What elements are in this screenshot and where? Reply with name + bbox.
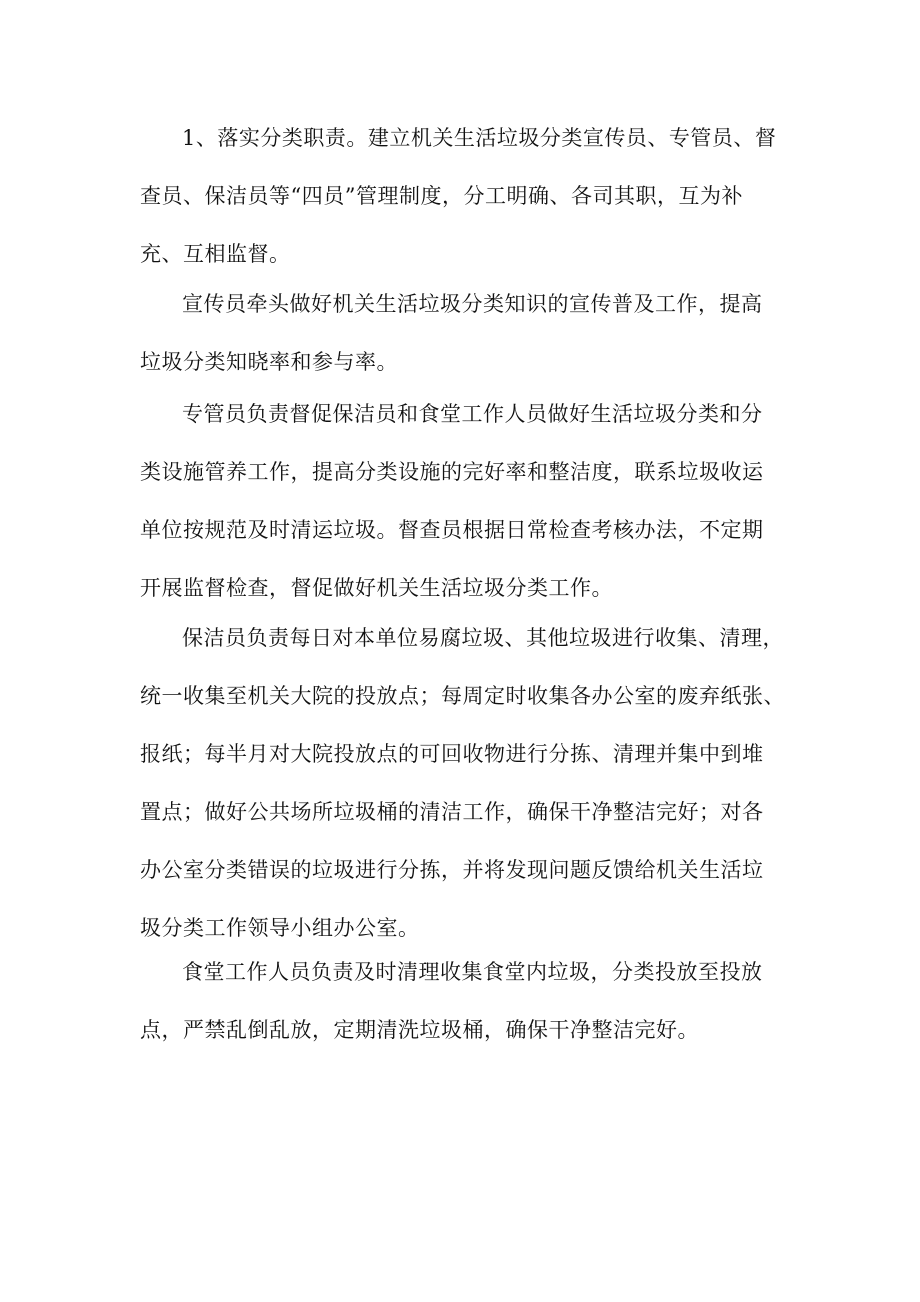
text-line: 宣传员牵头做好机关生活垃圾分类知识的宣传普及工作，提高 [182, 292, 763, 316]
text-line: 垃圾分类知晓率和参与率。 [140, 350, 398, 374]
text-line: 统一收集至机关大院的投放点；每周定时收集各办公室的废弃纸张、 [140, 684, 785, 708]
paragraph-canteen [140, 958, 800, 1045]
text-line: 开展监督检查，督促做好机关生活垃圾分类工作。 [140, 576, 613, 600]
paragraph-manager-inspector [140, 400, 800, 603]
text-line: 1、落实分类职责。建立机关生活垃圾分类宣传员、专管员、督 [182, 126, 777, 150]
text-line: 专管员负责督促保洁员和食堂工作人员做好生活垃圾分类和分 [182, 402, 763, 426]
paragraph-publicist [140, 290, 800, 377]
text-line: 充、互相监督。 [140, 242, 291, 266]
text-line: 查员、保洁员等“四员”管理制度，分工明确、各司其职，互为补 [140, 184, 743, 208]
text-line: 置点；做好公共场所垃圾桶的清洁工作，确保干净整洁完好；对各 [140, 800, 764, 824]
text-line: 办公室分类错误的垃圾进行分拣，并将发现问题反馈给机关生活垃 [140, 858, 764, 882]
paragraph-responsibilities [140, 124, 800, 269]
paragraph-cleaner [140, 624, 800, 943]
text-line: 单位按规范及时清运垃圾。督查员根据日常检查考核办法，不定期 [140, 518, 764, 542]
text-line: 圾分类工作领导小组办公室。 [140, 916, 420, 940]
text-line: 保洁员负责每日对本单位易腐垃圾、其他垃圾进行收集、清理， [182, 626, 784, 650]
text-line: 类设施管养工作，提高分类设施的完好率和整洁度，联系垃圾收运 [140, 460, 764, 484]
text-line: 报纸；每半月对大院投放点的可回收物进行分拣、清理并集中到堆 [140, 742, 764, 766]
text-line: 点，严禁乱倒乱放，定期清洗垃圾桶，确保干净整洁完好。 [140, 1018, 699, 1042]
text-line: 食堂工作人员负责及时清理收集食堂内垃圾，分类投放至投放 [182, 960, 763, 984]
